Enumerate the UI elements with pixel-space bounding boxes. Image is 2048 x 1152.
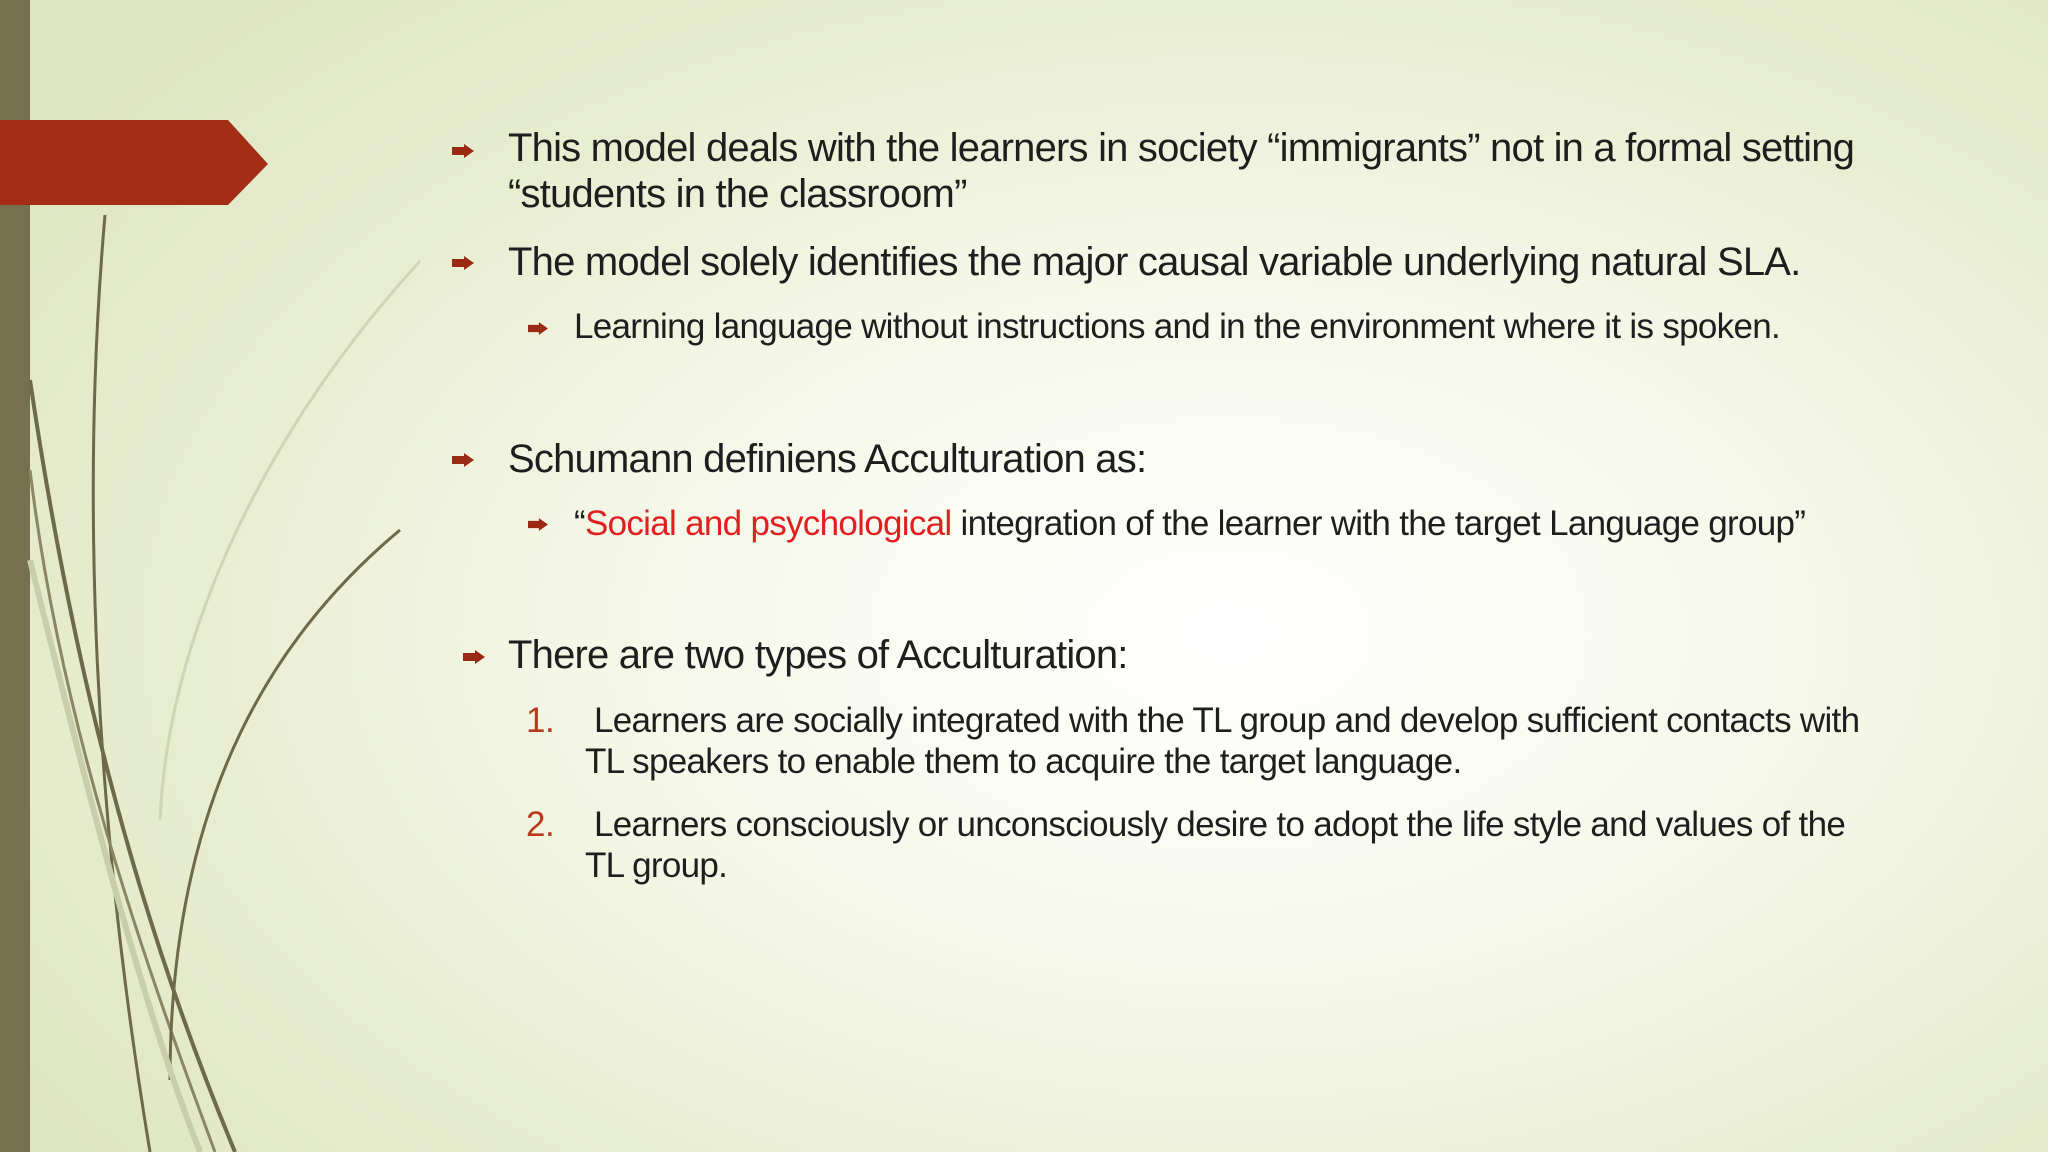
bullet-3-text: Schumann definiens Acculturation as: (508, 437, 1147, 481)
numbered-item-2-line-2: TL group. (585, 846, 728, 885)
sub-bullet-arrow-icon (528, 322, 550, 336)
bullet-arrow-icon (452, 144, 474, 158)
bullet-2-text: The model solely identifies the major causal variable underlying natural SLA. (508, 240, 1801, 284)
numbered-item-1-line-1: Learners are socially integrated with the TL group and develop sufficient contacts with (594, 701, 1860, 740)
sub-bullet-arrow-icon (528, 518, 550, 532)
highlighted-phrase: Social and psychological (584, 504, 952, 543)
bullet-arrow-icon (452, 453, 474, 467)
numbered-item-2-line-1: Learners consciously or unconsciously desire to adopt the life style and values of the (594, 805, 1846, 844)
bullet-arrow-icon (452, 256, 474, 270)
numbered-item-1-line-2: TL speakers to enable them to acquire the target language. (585, 742, 1462, 781)
bullet-4-text: There are two types of Acculturation: (508, 633, 1128, 677)
numbered-item-2-number: 2. (526, 805, 555, 844)
bullet-1-line-1: This model deals with the learners in society “immigrants” not in a formal setting (508, 126, 1855, 170)
bullet-2-sub-text: Learning language without instructions and in the environment where it is spoken. (574, 307, 1781, 346)
bullet-arrow-icon (463, 650, 485, 664)
bullet-3-sub-text (574, 503, 1805, 545)
numbered-item-1-number: 1. (526, 701, 555, 740)
sub-text-rest: integration of the learner with the target Language group” (951, 504, 1806, 543)
open-quote: “ (574, 504, 585, 543)
bullet-1-line-2: “students in the classroom” (508, 172, 967, 216)
